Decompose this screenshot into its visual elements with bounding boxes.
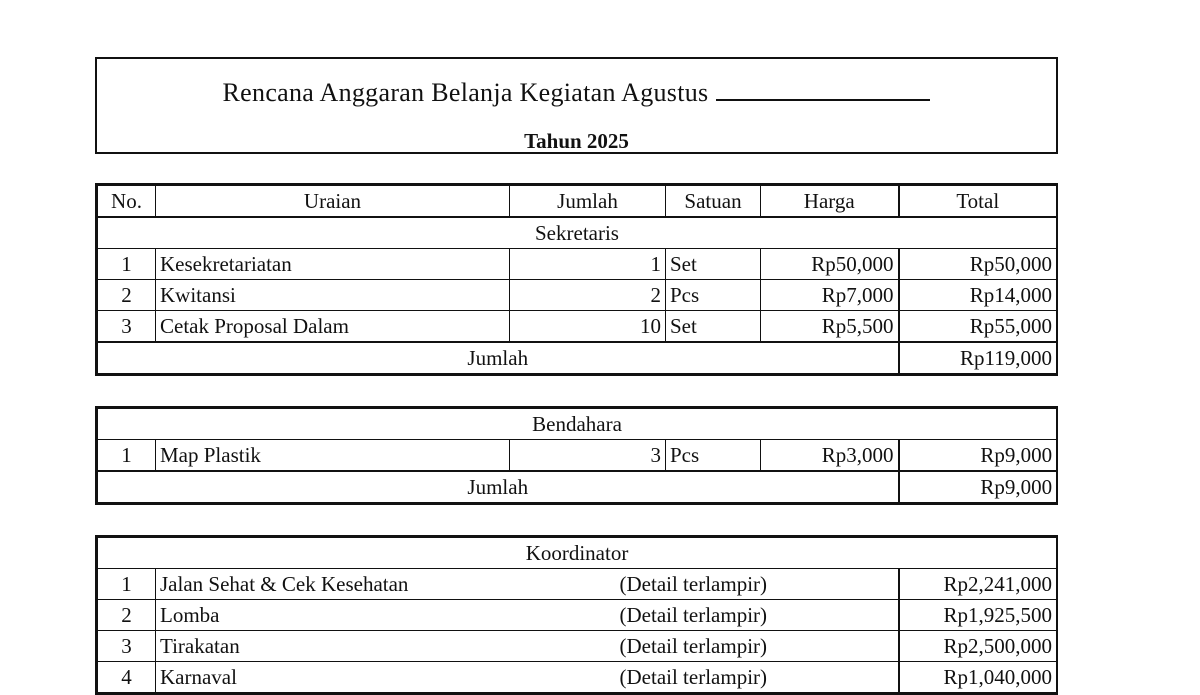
document-title (97, 77, 1056, 108)
bendahara-table (95, 406, 1058, 505)
header-jumlah: Jumlah (510, 186, 666, 218)
cell-no: 4 (98, 662, 156, 693)
cell-total: Rp1,925,500 (899, 600, 1057, 631)
section-title: Sekretaris (98, 217, 1057, 249)
table-row (98, 280, 1057, 311)
section-title: Koordinator (98, 538, 1057, 569)
document-title-box (95, 57, 1058, 154)
sum-row (98, 342, 1057, 374)
header-uraian: Uraian (156, 186, 510, 218)
section-title: Bendahara (98, 409, 1057, 440)
cell-satuan: Set (666, 249, 761, 280)
cell-uraian: Kwitansi (156, 280, 510, 311)
sum-label: Jumlah (98, 342, 899, 374)
cell-jumlah: 1 (510, 249, 666, 280)
cell-uraian: Map Plastik (156, 440, 510, 472)
cell-jumlah: 3 (510, 440, 666, 472)
cell-satuan: Pcs (666, 280, 761, 311)
table-header-row (98, 186, 1057, 218)
header-satuan: Satuan (666, 186, 761, 218)
cell-uraian: Kesekretariatan (156, 249, 510, 280)
cell-uraian: Jalan Sehat & Cek Kesehatan (156, 569, 510, 600)
cell-detail: (Detail terlampir) (510, 569, 899, 600)
document-title-text: Rencana Anggaran Belanja Kegiatan Agustus (222, 78, 709, 107)
sum-value: Rp9,000 (899, 471, 1057, 503)
cell-uraian: Cetak Proposal Dalam (156, 311, 510, 343)
cell-no: 2 (98, 280, 156, 311)
cell-total: Rp1,040,000 (899, 662, 1057, 693)
cell-no: 2 (98, 600, 156, 631)
table-row (98, 662, 1057, 693)
section-row-koordinator (98, 538, 1057, 569)
cell-jumlah: 2 (510, 280, 666, 311)
cell-uraian: Lomba (156, 600, 510, 631)
cell-detail: (Detail terlampir) (510, 631, 899, 662)
cell-no: 3 (98, 311, 156, 343)
table-row (98, 631, 1057, 662)
cell-no: 3 (98, 631, 156, 662)
table-row (98, 440, 1057, 472)
sekretaris-table (95, 183, 1058, 376)
koordinator-table (95, 535, 1058, 695)
cell-total: Rp2,500,000 (899, 631, 1057, 662)
table-row (98, 600, 1057, 631)
section-row-bendahara (98, 409, 1057, 440)
cell-total: Rp55,000 (899, 311, 1057, 343)
document-subtitle: Tahun 2025 (524, 129, 629, 153)
table-row (98, 249, 1057, 280)
cell-detail: (Detail terlampir) (510, 662, 899, 693)
cell-total: Rp50,000 (899, 249, 1057, 280)
cell-total: Rp9,000 (899, 440, 1057, 472)
cell-jumlah: 10 (510, 311, 666, 343)
cell-harga: Rp3,000 (761, 440, 899, 472)
table-row (98, 569, 1057, 600)
cell-harga: Rp7,000 (761, 280, 899, 311)
header-no: No. (98, 186, 156, 218)
section-row-sekretaris (98, 217, 1057, 249)
header-total: Total (899, 186, 1057, 218)
cell-no: 1 (98, 440, 156, 472)
table-row (98, 311, 1057, 343)
cell-harga: Rp50,000 (761, 249, 899, 280)
cell-satuan: Pcs (666, 440, 761, 472)
cell-total: Rp14,000 (899, 280, 1057, 311)
cell-total: Rp2,241,000 (899, 569, 1057, 600)
cell-uraian: Tirakatan (156, 631, 510, 662)
title-blank-line (716, 77, 930, 101)
cell-no: 1 (98, 569, 156, 600)
cell-detail: (Detail terlampir) (510, 600, 899, 631)
cell-satuan: Set (666, 311, 761, 343)
cell-no: 1 (98, 249, 156, 280)
sum-row (98, 471, 1057, 503)
header-harga: Harga (761, 186, 899, 218)
cell-uraian: Karnaval (156, 662, 510, 693)
sum-label: Jumlah (98, 471, 899, 503)
sum-value: Rp119,000 (899, 342, 1057, 374)
cell-harga: Rp5,500 (761, 311, 899, 343)
